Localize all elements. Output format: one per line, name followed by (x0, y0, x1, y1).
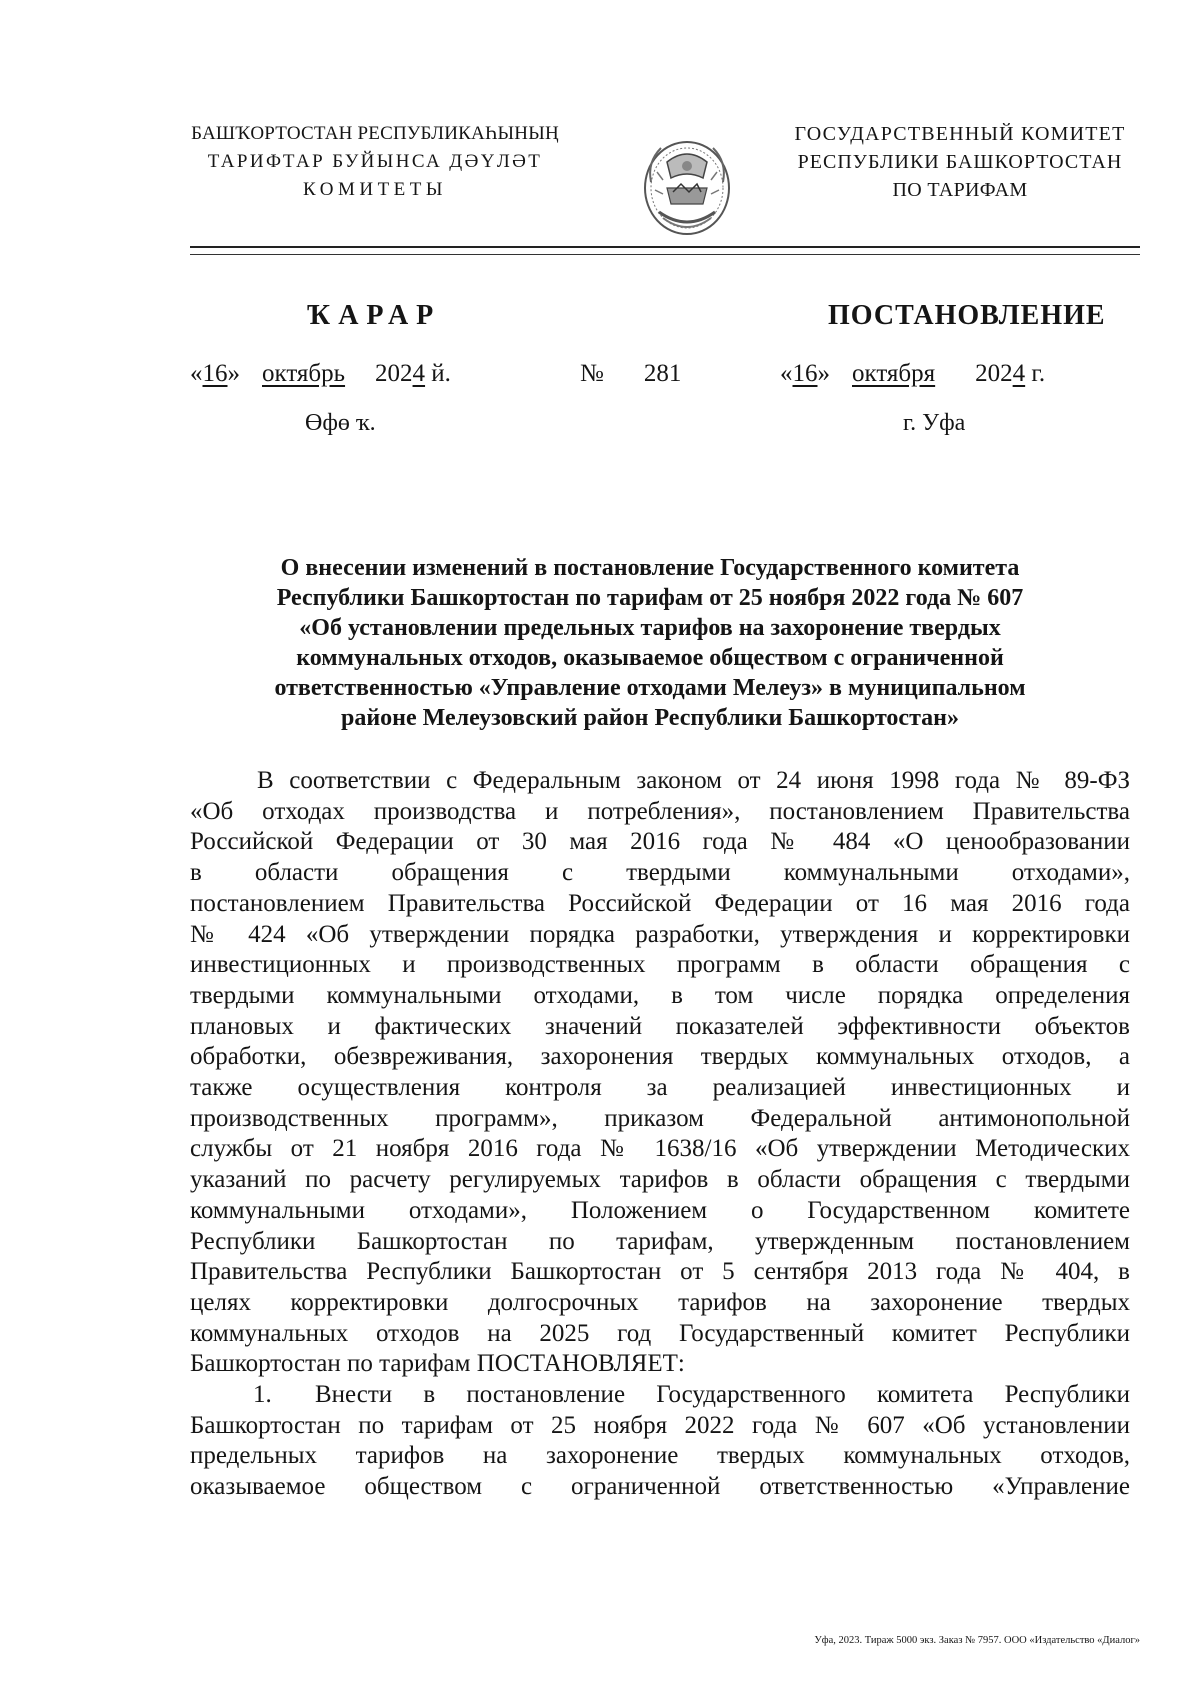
body-line: постановлением Правительства Российской Федерации от 16 мая 2016 года (190, 889, 1130, 917)
date-suffix: й. (431, 360, 451, 387)
quote-open: « (190, 360, 203, 387)
body-line: коммунальными отходами», Положением о Государственном комитете (190, 1196, 1130, 1224)
body-line: службы от 21 ноября 2016 года № 1638/16 «Об утверждении Методических (190, 1135, 1130, 1163)
item-1-first-line (190, 1380, 1130, 1411)
date-year-digit: 4 (412, 360, 426, 387)
subject-line: О внесении изменений в постановление Государственного комитета (280, 555, 1020, 581)
item-1-number: 1. (253, 1381, 272, 1409)
header-russian (760, 120, 1160, 204)
subject-line: «Об установлении предельных тарифов на захоронение твердых (299, 615, 1001, 641)
header-bashkir-line-1: БАШҠОРТОСТАН РЕСПУБЛИКАҺЫНЫҢ (191, 123, 559, 144)
header-bashkir-line-2: ТАРИФТАР БУЙЫНСА ДӘҮЛӘТ (207, 151, 543, 172)
subject-line: районе Мелеузовский район Республики Башкортостан» (341, 705, 959, 731)
number-sign: № (580, 360, 604, 387)
header-bashkir-line-3: КОМИТЕТЫ (303, 179, 447, 200)
date-bashkir (190, 360, 451, 388)
body-line: № 424 «Об утверждении порядка разработки, утверждения и корректировки (190, 920, 1130, 948)
header-russian-line-2: РЕСПУБЛИКИ БАШКОРТОСТАН (797, 151, 1123, 173)
item-1-line: оказываемое обществом с ограниченной ответственностью «Управление (190, 1473, 1130, 1501)
date-year-prefix: 202 (375, 360, 413, 387)
date-day: 16 (792, 360, 818, 387)
body-line: твердыми коммунальными отходами, в том числе порядка определения (190, 981, 1130, 1009)
body-line: Башкортостан по тарифам ПОСТАНОВЛЯЕТ: (190, 1350, 685, 1378)
date-day: 16 (202, 360, 228, 387)
coat-of-arms-icon (637, 132, 737, 242)
date-russian (780, 360, 1045, 388)
header-rule-thick (190, 246, 1140, 248)
body-line: обработки, обезвреживания, захоронения твердых коммунальных отходов, а (190, 1043, 1130, 1071)
date-year-digit: 4 (1012, 360, 1026, 387)
quote-close: » (817, 360, 830, 387)
place-russian: г. Уфа (903, 410, 966, 436)
document-subject (150, 553, 1150, 733)
subject-line: ответственностью «Управление отходами Мелеуз» в муниципальном (274, 675, 1026, 701)
doc-type-bashkir: ҠАРАР (307, 300, 442, 331)
header-rule-thin (190, 254, 1140, 255)
place-bashkir: Өфө ҡ. (305, 410, 376, 436)
number-value: 281 (643, 360, 682, 387)
doc-type-russian: ПОСТАНОВЛЕНИЕ (828, 300, 1106, 331)
item-1-text: Внести в постановление Государственного комитета Республики (315, 1381, 1130, 1409)
subject-line: Республики Башкортостан по тарифам от 25 ноября 2022 года № 607 (276, 585, 1024, 611)
print-imprint: Уфа, 2023. Тираж 5000 экз. Заказ № 7957. ООО «Издательство «Диалог» (814, 1635, 1140, 1646)
header-bashkir (150, 120, 600, 204)
item-1-line: предельных тарифов на захоронение твердых коммунальных отходов, (190, 1442, 1130, 1470)
body-line: Республики Башкортостан по тарифам, утвержденным постановлением (190, 1227, 1130, 1255)
body-line: целях корректировки долгосрочных тарифов на захоронение твердых (190, 1288, 1130, 1316)
body-line: плановых и фактических значений показателей эффективности объектов (190, 1012, 1130, 1040)
date-year-prefix: 202 (975, 360, 1013, 387)
body-line: В соответствии с Федеральным законом от 24 июня 1998 года № 89-ФЗ (257, 767, 1130, 794)
body-line: Российской Федерации от 30 мая 2016 года № 484 «О ценообразовании (190, 828, 1130, 856)
quote-open: « (780, 360, 793, 387)
item-1-line: Башкортостан по тарифам от 25 ноября 2022 года № 607 «Об установлении (190, 1411, 1130, 1439)
body-line: в области обращения с твердыми коммунальными отходами», (190, 859, 1130, 887)
document-body (190, 766, 1130, 1503)
body-line: также осуществления контроля за реализацией инвестиционных и (190, 1074, 1130, 1102)
body-line: инвестиционных и производственных программ в области обращения с (190, 951, 1130, 979)
quote-close: » (227, 360, 240, 387)
date-month: октября (852, 360, 936, 387)
date-month: октябрь (262, 360, 346, 387)
body-line: коммунальных отходов на 2025 год Государственный комитет Республики (190, 1319, 1130, 1347)
subject-line: коммунальных отходов, оказываемое обществом с ограниченной (296, 645, 1004, 671)
body-line: указаний по расчету регулируемых тарифов в области обращения с твердыми (190, 1166, 1130, 1194)
body-line: производственных программ», приказом Федеральной антимонопольной (190, 1104, 1130, 1132)
header-russian-line-1: ГОСУДАРСТВЕННЫЙ КОМИТЕТ (794, 123, 1126, 145)
header-russian-line-3: ПО ТАРИФАМ (892, 179, 1028, 201)
body-line: Правительства Республики Башкортостан от 5 сентября 2013 года № 404, в (190, 1258, 1130, 1286)
document-number (580, 360, 681, 388)
body-line: «Об отходах производства и потребления», постановлением Правительства (190, 797, 1130, 825)
date-suffix: г. (1031, 360, 1046, 387)
